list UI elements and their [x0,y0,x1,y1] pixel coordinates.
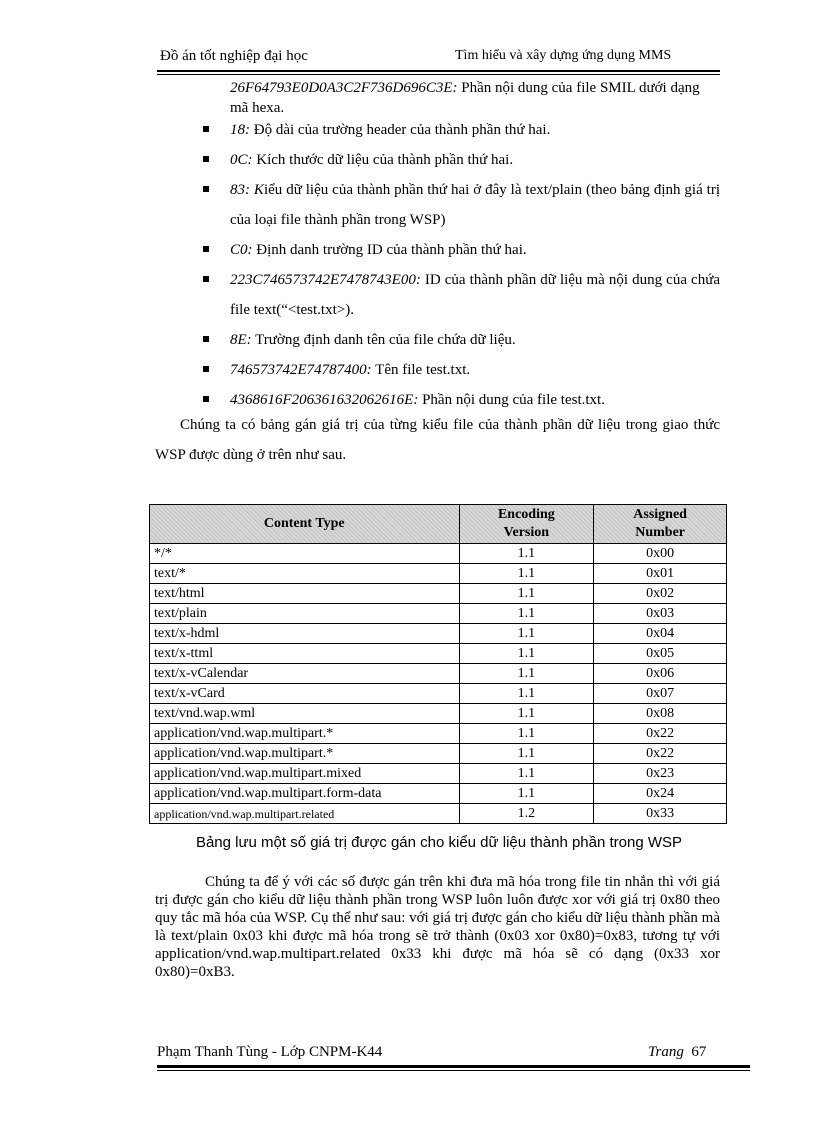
table-cell: 0x23 [594,764,727,784]
table-cell: 0x22 [594,744,727,764]
table-cell: 1.1 [459,724,594,744]
footer-rule-thin [157,1070,750,1071]
table-cell: text/html [150,584,460,604]
description: Phần nội dung của file SMIL dưới dạng mã hexa. [230,80,700,116]
table-row [150,724,727,744]
table-cell: text/x-vCard [150,684,460,704]
hex-code: 26F64793E0D0A3C2F736D696C3E: [230,80,458,96]
table-cell: 1.1 [459,604,594,624]
table-row [150,604,727,624]
description: ID của thành phần dữ liệu mà nội dung của chứa file text(“<test.txt>). [230,272,720,318]
table-cell: text/vnd.wap.wml [150,704,460,724]
table-cell: 1.1 [459,624,594,644]
table-cell: 1.1 [459,684,594,704]
table-row [150,704,727,724]
list-item [200,175,720,235]
table-row [150,804,727,824]
hex-code: 83: K [230,182,264,198]
table-header-row [150,505,727,544]
list-item [200,355,720,385]
list-item [200,235,720,265]
table-cell: 0x22 [594,724,727,744]
header-rule-thin [157,74,720,75]
hex-code: 0C: [230,152,253,168]
header-rule [157,70,720,72]
table-cell: 0x04 [594,624,727,644]
description: iểu dữ liệu của thành phần thứ hai ở đây là text/plain (theo bảng định giá trị của loại file thành phần trong WSP) [230,182,720,228]
description: Kích thước dữ liệu của thành phần thứ hai. [252,152,514,168]
description: Tên file test.txt. [371,362,471,378]
table-cell: application/vnd.wap.multipart.form-data [150,784,460,804]
table-cell: 0x06 [594,664,727,684]
hex-code: 4368616F206361632062616E: [230,392,419,408]
table-cell: 1.1 [459,664,594,684]
table-caption: Bảng lưu một số giá trị được gán cho kiểu dữ liệu thành phần trong WSP [195,834,683,851]
table-row [150,584,727,604]
bullet-list [200,115,720,415]
table-cell: 0x00 [594,544,727,564]
table-cell: application/vnd.wap.multipart.* [150,724,460,744]
table-cell: application/vnd.wap.multipart.related [150,804,460,824]
page-label: Trang [648,1044,684,1060]
header-right: Tìm hiểu và xây dựng ứng dụng MMS [455,48,672,63]
explanation-paragraph: Chúng ta để ý với các số được gán trên khi đưa mã hóa trong file tin nhắn thì với giá trị được gán cho kiểu dữ liệu thành phần trong WSP luôn luôn được xor với giá trị 0x80 theo quy tắc mã hóa của WSP. Cụ thể như sau: với giá trị được gán cho kiểu dữ liệu thành phần mà là text/plain 0x03 khi được mã hóa trong sẽ trở thành (0x03 xor 0x80)=0x83, tương tự với application/vnd.wap.multipart.related 0x33 khi được mã hóa sẽ có dạng (0x33 xor 0x80)=0xB3. [155,874,720,980]
table-cell: 0x33 [594,804,727,824]
continuation-text [230,78,720,118]
hex-code: 223C746573742E7478743E00: [230,272,421,288]
table-cell: 1.1 [459,764,594,784]
table-cell: text/x-vCalendar [150,664,460,684]
table-cell: 1.1 [459,744,594,764]
table-cell: text/* [150,564,460,584]
table-cell: 1.2 [459,804,594,824]
table-cell: text/x-hdml [150,624,460,644]
description: Phần nội dung của file test.txt. [418,392,605,408]
table-row [150,644,727,664]
list-item [200,325,720,355]
description: Độ dài của trường header của thành phần thứ hai. [250,122,551,138]
column-header-encoding-version: Encoding Version [459,505,594,544]
content-type-table [149,504,727,824]
table-cell: 1.1 [459,564,594,584]
page-number: 67 [691,1044,707,1060]
table-row [150,744,727,764]
table-row [150,624,727,644]
table-row [150,764,727,784]
header-left: Đồ án tốt nghiệp đại học [160,48,308,64]
table-cell: 0x02 [594,584,727,604]
table-cell: 0x24 [594,784,727,804]
hex-code: C0: [230,242,253,258]
table-cell: text/plain [150,604,460,624]
table-row [150,684,727,704]
intro-paragraph: Chúng ta có bảng gán giá trị của từng kiểu file của thành phần dữ liệu trong giao thức WSP được dùng ở trên như sau. [155,417,720,463]
table-cell: 1.1 [459,644,594,664]
column-header-assigned-number: Assigned Number [594,505,727,544]
table-cell: 1.1 [459,784,594,804]
table-row [150,784,727,804]
table-cell: 0x05 [594,644,727,664]
footer-rule [157,1065,750,1068]
table-cell: 0x08 [594,704,727,724]
list-item [200,145,720,175]
hex-code: 18: [230,122,250,138]
table-row [150,544,727,564]
table-row [150,564,727,584]
hex-code: 746573742E74787400: [230,362,372,378]
table-cell: application/vnd.wap.multipart.* [150,744,460,764]
column-header-content-type: Content Type [150,505,460,544]
description: Định danh trường ID của thành phần thứ hai. [252,242,527,258]
hex-code: 8E: [230,332,252,348]
footer-author: Phạm Thanh Tùng - Lớp CNPM-K44 [157,1044,383,1060]
table-cell: */* [150,544,460,564]
table-cell: 0x03 [594,604,727,624]
list-item [200,265,720,325]
list-item [200,115,720,145]
table-row [150,664,727,684]
table-cell: text/x-ttml [150,644,460,664]
table-cell: 1.1 [459,584,594,604]
table-cell: 1.1 [459,704,594,724]
footer-page [648,1044,706,1061]
table-cell: 0x01 [594,564,727,584]
description: Trường định danh tên của file chứa dữ liệu. [251,332,516,348]
table-cell: 1.1 [459,544,594,564]
table-cell: 0x07 [594,684,727,704]
table-cell: application/vnd.wap.multipart.mixed [150,764,460,784]
